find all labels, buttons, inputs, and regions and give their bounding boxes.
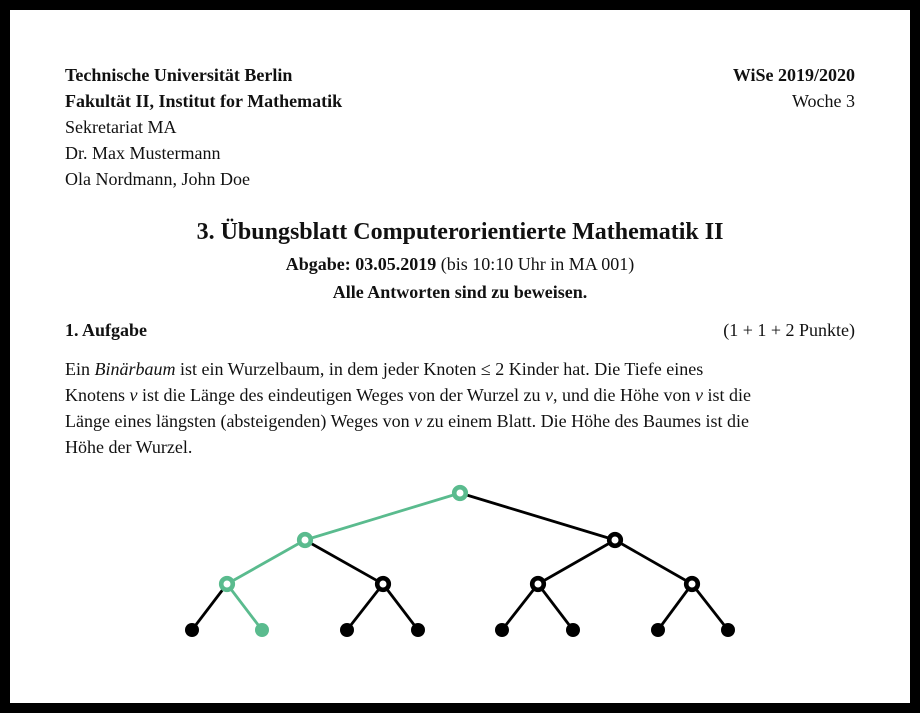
tree-leaf-node: [411, 623, 425, 637]
tree-leaf-node: [721, 623, 735, 637]
due-date-details: (bis 10:10 Uhr in MA 001): [436, 254, 635, 274]
task-header-row: [65, 320, 855, 341]
tree-edge: [538, 584, 573, 630]
tree-edge: [192, 584, 227, 630]
tree-internal-node: [299, 534, 311, 546]
tree-edge: [460, 493, 615, 540]
tree-leaf-node: [340, 623, 354, 637]
header-left-block: [65, 62, 342, 192]
task-paragraph: [65, 356, 865, 460]
due-date-line: [0, 254, 920, 275]
sheet-title: 3. Übungsblatt Computerorientierte Mathematik II: [196, 219, 724, 245]
tree-edge: [615, 540, 692, 584]
tree-internal-node: [454, 487, 466, 499]
tree-edge: [383, 584, 418, 630]
paragraph-line: Länge eines längsten (absteigenden) Weges von v zu einem Blatt. Die Höhe des Baumes ist die: [65, 411, 750, 431]
tree-internal-node: [686, 578, 698, 590]
faculty-name: Fakultät II, Institut for Mathematik: [65, 91, 343, 111]
tree-leaf-node: [185, 623, 199, 637]
tree-internal-node: [609, 534, 621, 546]
tree-edge: [305, 540, 383, 584]
tree-edge: [227, 584, 262, 630]
tree-edge: [305, 493, 460, 540]
tree-leaf-node: [651, 623, 665, 637]
tree-leaf-node: [566, 623, 580, 637]
secretariat-line: Sekretariat MA: [65, 117, 177, 137]
semester-label: WiSe 2019/2020: [732, 65, 855, 85]
tree-leaf-node: [255, 623, 269, 637]
tree-edge: [227, 540, 305, 584]
tree-edge: [538, 540, 615, 584]
week-label: Woche 3: [791, 91, 855, 111]
tree-edge: [502, 584, 538, 630]
task-number-label: 1. Aufgabe: [65, 320, 148, 340]
paragraph-line: Ein Binärbaum ist ein Wurzelbaum, in dem jeder Knoten ≤ 2 Kinder hat. Die Tiefe eines: [65, 359, 704, 379]
task-points-label: (1 + 1 + 2 Punkte): [723, 320, 855, 340]
tree-internal-node: [532, 578, 544, 590]
assistants-names: Ola Nordmann, John Doe: [65, 169, 250, 189]
tree-edge: [658, 584, 692, 630]
header-right-block: [733, 62, 855, 114]
tree-internal-node: [377, 578, 389, 590]
paragraph-line: Knotens v ist die Länge des eindeutigen Weges von der Wurzel zu v, und die Höhe von v ist die: [65, 385, 752, 405]
institution-name: Technische Universität Berlin: [65, 65, 293, 85]
tree-leaf-node: [495, 623, 509, 637]
lecturer-name: Dr. Max Mustermann: [65, 143, 221, 163]
due-date-bold: Abgabe: 03.05.2019: [285, 254, 437, 274]
tree-edge: [692, 584, 728, 630]
tree-internal-node: [221, 578, 233, 590]
proof-note: Alle Antworten sind zu beweisen.: [332, 282, 588, 302]
tree-edge: [347, 584, 383, 630]
paragraph-line: Höhe der Wurzel.: [65, 437, 193, 457]
